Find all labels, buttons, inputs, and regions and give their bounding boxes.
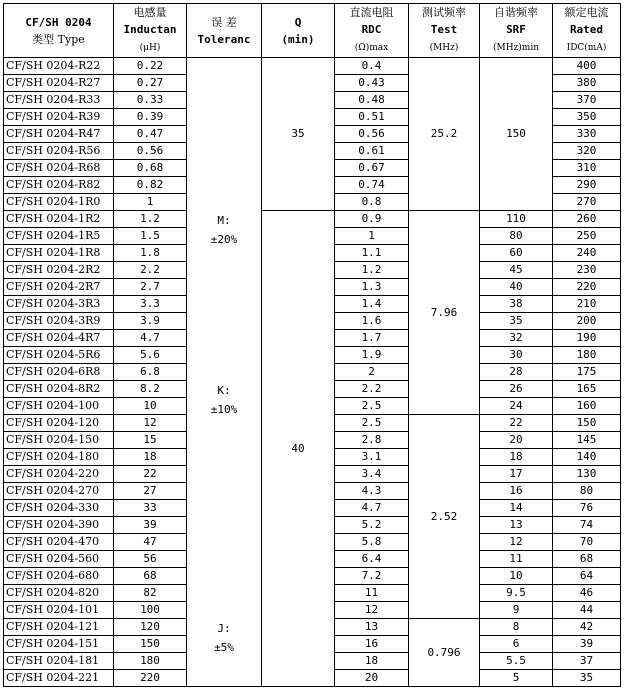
srf-cell: 22	[480, 415, 553, 432]
part-number-cell: CF/SH 0204-121	[4, 619, 114, 636]
rdc-cell: 0.8	[335, 194, 409, 211]
rdc-cell: 2.2	[335, 381, 409, 398]
rated-current-cell: 380	[553, 75, 621, 92]
inductance-cell: 15	[114, 432, 187, 449]
srf-cell: 8	[480, 619, 553, 636]
rated-current-cell: 42	[553, 619, 621, 636]
srf-cell: 28	[480, 364, 553, 381]
srf-cell: 16	[480, 483, 553, 500]
rated-current-cell: 80	[553, 483, 621, 500]
header-tolerance: 误 差 Toleranc	[187, 4, 262, 58]
inductance-cell: 8.2	[114, 381, 187, 398]
inductance-cell: 0.22	[114, 58, 187, 75]
rated-current-cell: 64	[553, 568, 621, 585]
rdc-cell: 0.43	[335, 75, 409, 92]
inductance-cell: 10	[114, 398, 187, 415]
rdc-cell: 3.4	[335, 466, 409, 483]
part-number-cell: CF/SH 0204-220	[4, 466, 114, 483]
srf-cell: 14	[480, 500, 553, 517]
rated-current-cell: 150	[553, 415, 621, 432]
inductance-cell: 18	[114, 449, 187, 466]
rated-current-cell: 190	[553, 330, 621, 347]
rdc-cell: 0.51	[335, 109, 409, 126]
rated-current-cell: 230	[553, 262, 621, 279]
rdc-cell: 4.7	[335, 500, 409, 517]
rated-current-cell: 290	[553, 177, 621, 194]
tolerance-k-line2: ±10%	[210, 403, 238, 416]
part-number-cell: CF/SH 0204-R47	[4, 126, 114, 143]
part-number-cell: CF/SH 0204-1R2	[4, 211, 114, 228]
rated-current-cell: 250	[553, 228, 621, 245]
rdc-cell: 0.48	[335, 92, 409, 109]
rated-current-cell: 130	[553, 466, 621, 483]
srf-cell: 11	[480, 551, 553, 568]
part-number-cell: CF/SH 0204-150	[4, 432, 114, 449]
part-number-cell: CF/SH 0204-270	[4, 483, 114, 500]
rated-current-cell: 260	[553, 211, 621, 228]
part-number-cell: CF/SH 0204-680	[4, 568, 114, 585]
srf-cell: 5	[480, 670, 553, 687]
part-number-cell: CF/SH 0204-R82	[4, 177, 114, 194]
srf-cell: 13	[480, 517, 553, 534]
rated-current-cell: 310	[553, 160, 621, 177]
rated-current-cell: 350	[553, 109, 621, 126]
part-number-cell: CF/SH 0204-100	[4, 398, 114, 415]
srf-cell: 17	[480, 466, 553, 483]
rdc-cell: 6.4	[335, 551, 409, 568]
header-q: Q (min)	[262, 4, 335, 58]
rated-current-cell: 37	[553, 653, 621, 670]
header-test-frequency: 测试频率 Test (MHz)	[409, 4, 480, 58]
rated-current-cell: 180	[553, 347, 621, 364]
part-number-cell: CF/SH 0204-820	[4, 585, 114, 602]
inductance-cell: 56	[114, 551, 187, 568]
inductor-spec-table	[3, 3, 621, 687]
rdc-cell: 11	[335, 585, 409, 602]
table-row	[4, 58, 621, 75]
inductance-cell: 0.56	[114, 143, 187, 160]
rdc-cell: 0.4	[335, 58, 409, 75]
inductance-cell: 27	[114, 483, 187, 500]
inductance-cell: 47	[114, 534, 187, 551]
tolerance-k-line1: K:	[217, 384, 231, 397]
part-number-cell: CF/SH 0204-2R7	[4, 279, 114, 296]
part-number-cell: CF/SH 0204-R56	[4, 143, 114, 160]
inductance-cell: 150	[114, 636, 187, 653]
part-number-cell: CF/SH 0204-R33	[4, 92, 114, 109]
rated-current-cell: 160	[553, 398, 621, 415]
rdc-cell: 20	[335, 670, 409, 687]
srf-cell: 10	[480, 568, 553, 585]
rdc-cell: 13	[335, 619, 409, 636]
rdc-cell: 16	[335, 636, 409, 653]
part-number-cell: CF/SH 0204-6R8	[4, 364, 114, 381]
header-type: CF/SH 0204 类型 Type	[4, 4, 114, 58]
inductance-cell: 0.47	[114, 126, 187, 143]
srf-cell: 60	[480, 245, 553, 262]
part-number-cell: CF/SH 0204-1R5	[4, 228, 114, 245]
inductance-cell: 22	[114, 466, 187, 483]
inductance-cell: 1.8	[114, 245, 187, 262]
rdc-cell: 0.67	[335, 160, 409, 177]
srf-cell: 150	[480, 58, 553, 211]
rated-current-cell: 44	[553, 602, 621, 619]
part-number-cell: CF/SH 0204-1R0	[4, 194, 114, 211]
header-rated-current: 额定电流 Rated IDC(mA)	[553, 4, 621, 58]
inductance-cell: 0.39	[114, 109, 187, 126]
rdc-cell: 2.5	[335, 398, 409, 415]
rated-current-cell: 68	[553, 551, 621, 568]
rdc-cell: 0.9	[335, 211, 409, 228]
header-rdc: 直流电阻 RDC (Ω)max	[335, 4, 409, 58]
srf-cell: 12	[480, 534, 553, 551]
part-number-cell: CF/SH 0204-221	[4, 670, 114, 687]
srf-cell: 30	[480, 347, 553, 364]
part-number-cell: CF/SH 0204-R22	[4, 58, 114, 75]
inductance-cell: 0.33	[114, 92, 187, 109]
inductance-cell: 68	[114, 568, 187, 585]
inductance-cell: 5.6	[114, 347, 187, 364]
inductance-cell: 39	[114, 517, 187, 534]
srf-cell: 110	[480, 211, 553, 228]
inductance-cell: 12	[114, 415, 187, 432]
srf-cell: 5.5	[480, 653, 553, 670]
rdc-cell: 7.2	[335, 568, 409, 585]
rated-current-cell: 330	[553, 126, 621, 143]
part-number-cell: CF/SH 0204-8R2	[4, 381, 114, 398]
inductance-cell: 3.9	[114, 313, 187, 330]
srf-cell: 38	[480, 296, 553, 313]
tolerance-cell	[187, 58, 262, 687]
rdc-cell: 5.8	[335, 534, 409, 551]
srf-cell: 6	[480, 636, 553, 653]
header-srf: 自谐频率 SRF (MHz)min	[480, 4, 553, 58]
srf-cell: 24	[480, 398, 553, 415]
srf-cell: 9	[480, 602, 553, 619]
test-frequency-cell: 7.96	[409, 211, 480, 415]
part-number-cell: CF/SH 0204-R68	[4, 160, 114, 177]
rated-current-cell: 39	[553, 636, 621, 653]
q-min-cell: 40	[262, 211, 335, 687]
part-number-cell: CF/SH 0204-390	[4, 517, 114, 534]
inductance-cell: 0.68	[114, 160, 187, 177]
rated-current-cell: 320	[553, 143, 621, 160]
part-number-cell: CF/SH 0204-560	[4, 551, 114, 568]
inductance-cell: 33	[114, 500, 187, 517]
srf-cell: 20	[480, 432, 553, 449]
tolerance-j-line2: ±5%	[214, 641, 234, 654]
inductance-cell: 120	[114, 619, 187, 636]
srf-cell: 9.5	[480, 585, 553, 602]
rated-current-cell: 165	[553, 381, 621, 398]
srf-cell: 18	[480, 449, 553, 466]
tolerance-m-line2: ±20%	[210, 233, 238, 246]
inductance-cell: 180	[114, 653, 187, 670]
rdc-cell: 2.5	[335, 415, 409, 432]
srf-cell: 45	[480, 262, 553, 279]
part-number-cell: CF/SH 0204-120	[4, 415, 114, 432]
inductance-cell: 2.7	[114, 279, 187, 296]
part-number-cell: CF/SH 0204-3R3	[4, 296, 114, 313]
q-min-cell: 35	[262, 58, 335, 211]
table-row	[4, 211, 621, 228]
rdc-cell: 0.56	[335, 126, 409, 143]
rdc-cell: 1.7	[335, 330, 409, 347]
rdc-cell: 2	[335, 364, 409, 381]
srf-cell: 40	[480, 279, 553, 296]
rdc-cell: 5.2	[335, 517, 409, 534]
rdc-cell: 12	[335, 602, 409, 619]
srf-cell: 26	[480, 381, 553, 398]
srf-cell: 80	[480, 228, 553, 245]
rated-current-cell: 70	[553, 534, 621, 551]
part-number-cell: CF/SH 0204-151	[4, 636, 114, 653]
rdc-cell: 18	[335, 653, 409, 670]
rated-current-cell: 200	[553, 313, 621, 330]
tolerance-labels	[187, 58, 261, 686]
srf-cell: 32	[480, 330, 553, 347]
rdc-cell: 1.1	[335, 245, 409, 262]
rdc-cell: 1.4	[335, 296, 409, 313]
part-number-cell: CF/SH 0204-3R9	[4, 313, 114, 330]
part-number-cell: CF/SH 0204-470	[4, 534, 114, 551]
rated-current-cell: 220	[553, 279, 621, 296]
header-inductance: 电感量 Inductan (μH)	[114, 4, 187, 58]
test-frequency-cell: 2.52	[409, 415, 480, 619]
rated-current-cell: 370	[553, 92, 621, 109]
part-number-cell: CF/SH 0204-330	[4, 500, 114, 517]
rated-current-cell: 46	[553, 585, 621, 602]
rated-current-cell: 270	[553, 194, 621, 211]
rdc-cell: 0.61	[335, 143, 409, 160]
part-number-cell: CF/SH 0204-180	[4, 449, 114, 466]
inductance-cell: 0.27	[114, 75, 187, 92]
test-frequency-cell: 0.796	[409, 619, 480, 687]
rated-current-cell: 140	[553, 449, 621, 466]
rdc-cell: 2.8	[335, 432, 409, 449]
rdc-cell: 0.74	[335, 177, 409, 194]
part-number-cell: CF/SH 0204-R39	[4, 109, 114, 126]
test-frequency-cell: 25.2	[409, 58, 480, 211]
rdc-cell: 4.3	[335, 483, 409, 500]
part-number-cell: CF/SH 0204-181	[4, 653, 114, 670]
rated-current-cell: 76	[553, 500, 621, 517]
rdc-cell: 1.3	[335, 279, 409, 296]
part-number-cell: CF/SH 0204-101	[4, 602, 114, 619]
inductance-cell: 0.82	[114, 177, 187, 194]
inductance-cell: 2.2	[114, 262, 187, 279]
inductance-cell: 1.2	[114, 211, 187, 228]
rdc-cell: 1.6	[335, 313, 409, 330]
rdc-cell: 3.1	[335, 449, 409, 466]
rated-current-cell: 74	[553, 517, 621, 534]
inductance-cell: 1.5	[114, 228, 187, 245]
srf-cell: 35	[480, 313, 553, 330]
tolerance-m-line1: M:	[217, 214, 231, 227]
rated-current-cell: 400	[553, 58, 621, 75]
part-number-cell: CF/SH 0204-1R8	[4, 245, 114, 262]
part-number-cell: CF/SH 0204-4R7	[4, 330, 114, 347]
header-row	[4, 4, 621, 58]
rated-current-cell: 210	[553, 296, 621, 313]
rdc-cell: 1.9	[335, 347, 409, 364]
inductance-cell: 6.8	[114, 364, 187, 381]
rated-current-cell: 240	[553, 245, 621, 262]
rdc-cell: 1	[335, 228, 409, 245]
rated-current-cell: 145	[553, 432, 621, 449]
inductance-cell: 4.7	[114, 330, 187, 347]
inductance-cell: 82	[114, 585, 187, 602]
part-number-cell: CF/SH 0204-2R2	[4, 262, 114, 279]
inductance-cell: 1	[114, 194, 187, 211]
inductance-cell: 220	[114, 670, 187, 687]
rdc-cell: 1.2	[335, 262, 409, 279]
part-number-cell: CF/SH 0204-5R6	[4, 347, 114, 364]
inductance-cell: 3.3	[114, 296, 187, 313]
part-number-cell: CF/SH 0204-R27	[4, 75, 114, 92]
rated-current-cell: 175	[553, 364, 621, 381]
rated-current-cell: 35	[553, 670, 621, 687]
inductance-cell: 100	[114, 602, 187, 619]
tolerance-j-line1: J:	[217, 622, 231, 635]
